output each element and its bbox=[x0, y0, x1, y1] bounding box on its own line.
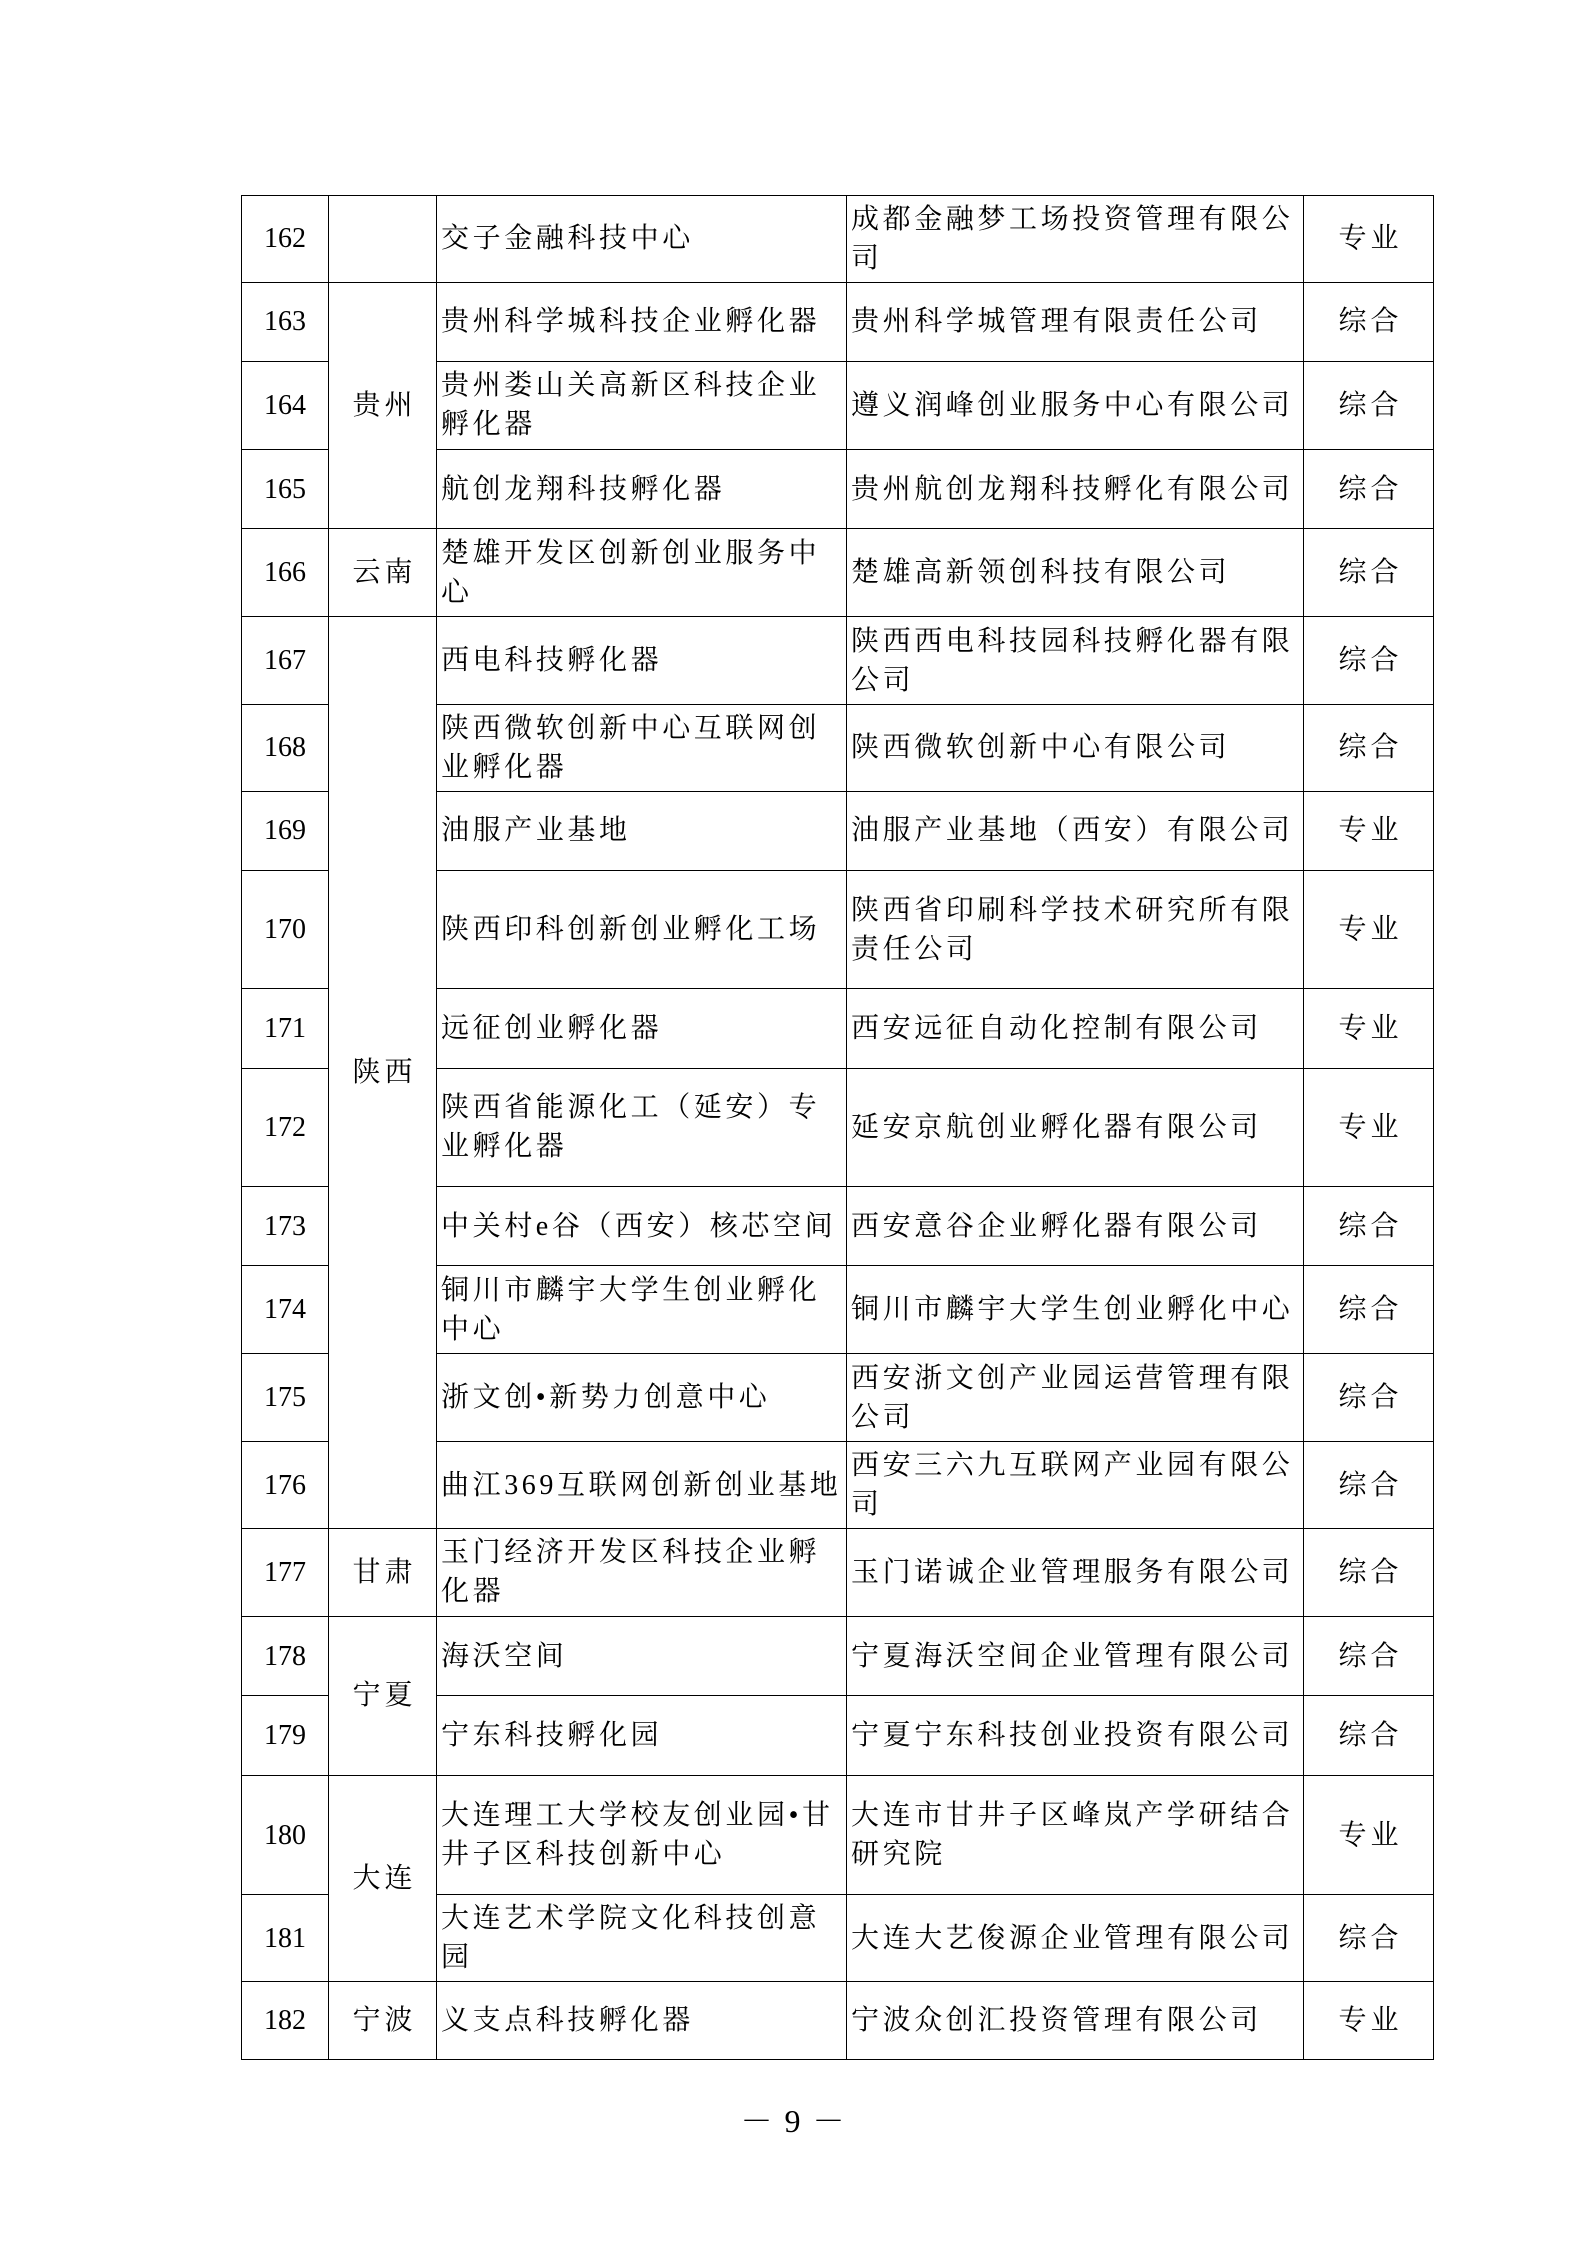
incubator-type: 综合 bbox=[1304, 282, 1434, 361]
operator-name: 西安意谷企业孵化器有限公司 bbox=[847, 1187, 1304, 1266]
incubator-name: 远征创业孵化器 bbox=[437, 989, 847, 1068]
incubator-type: 综合 bbox=[1304, 1266, 1434, 1354]
incubator-name: 中关村e谷（西安）核芯空间 bbox=[437, 1187, 847, 1266]
incubator-type: 综合 bbox=[1304, 529, 1434, 617]
incubator-name: 楚雄开发区创新创业服务中心 bbox=[437, 529, 847, 617]
row-number: 170 bbox=[242, 871, 329, 989]
incubator-type: 综合 bbox=[1304, 1187, 1434, 1266]
incubator-type: 综合 bbox=[1304, 1616, 1434, 1695]
incubator-type: 专业 bbox=[1304, 196, 1434, 283]
incubator-name: 曲江369互联网创新创业基地 bbox=[437, 1442, 847, 1529]
incubator-name: 大连理工大学校友创业园•甘井子区科技创新中心 bbox=[437, 1775, 847, 1895]
table-body bbox=[242, 196, 1434, 2060]
table-row bbox=[242, 282, 1434, 361]
region-cell: 大连 bbox=[329, 1775, 437, 1981]
row-number: 165 bbox=[242, 449, 329, 528]
incubator-type: 综合 bbox=[1304, 1895, 1434, 1982]
incubator-type: 综合 bbox=[1304, 1528, 1434, 1616]
incubator-name: 交子金融科技中心 bbox=[437, 196, 847, 283]
region-cell: 云南 bbox=[329, 529, 437, 617]
operator-name: 陕西微软创新中心有限公司 bbox=[847, 705, 1304, 792]
operator-name: 遵义润峰创业服务中心有限公司 bbox=[847, 361, 1304, 449]
operator-name: 陕西西电科技园科技孵化器有限公司 bbox=[847, 617, 1304, 705]
incubator-name: 油服产业基地 bbox=[437, 791, 847, 870]
table-row bbox=[242, 1981, 1434, 2059]
incubator-type: 综合 bbox=[1304, 449, 1434, 528]
incubator-name: 陕西省能源化工（延安）专业孵化器 bbox=[437, 1068, 847, 1186]
incubator-name: 义支点科技孵化器 bbox=[437, 1981, 847, 2059]
region-cell: 贵州 bbox=[329, 282, 437, 529]
row-number: 179 bbox=[242, 1696, 329, 1775]
row-number: 163 bbox=[242, 282, 329, 361]
incubator-name: 海沃空间 bbox=[437, 1616, 847, 1695]
row-number: 177 bbox=[242, 1528, 329, 1616]
table-row bbox=[242, 617, 1434, 705]
incubator-name: 大连艺术学院文化科技创意园 bbox=[437, 1895, 847, 1982]
table-row bbox=[242, 196, 1434, 283]
operator-name: 贵州科学城管理有限责任公司 bbox=[847, 282, 1304, 361]
row-number: 169 bbox=[242, 791, 329, 870]
incubator-name: 浙文创•新势力创意中心 bbox=[437, 1354, 847, 1442]
incubator-name: 贵州科学城科技企业孵化器 bbox=[437, 282, 847, 361]
row-number: 166 bbox=[242, 529, 329, 617]
region-cell bbox=[329, 196, 437, 283]
table-row bbox=[242, 1616, 1434, 1695]
region-cell: 甘肃 bbox=[329, 1528, 437, 1616]
incubator-type: 综合 bbox=[1304, 1442, 1434, 1529]
incubator-type: 专业 bbox=[1304, 1981, 1434, 2059]
incubator-type: 综合 bbox=[1304, 361, 1434, 449]
row-number: 171 bbox=[242, 989, 329, 1068]
row-number: 181 bbox=[242, 1895, 329, 1982]
operator-name: 油服产业基地（西安）有限公司 bbox=[847, 791, 1304, 870]
incubator-type: 综合 bbox=[1304, 705, 1434, 792]
operator-name: 延安京航创业孵化器有限公司 bbox=[847, 1068, 1304, 1186]
region-cell: 陕西 bbox=[329, 617, 437, 1529]
row-number: 164 bbox=[242, 361, 329, 449]
row-number: 172 bbox=[242, 1068, 329, 1186]
operator-name: 宁夏海沃空间企业管理有限公司 bbox=[847, 1616, 1304, 1695]
incubator-name: 贵州娄山关高新区科技企业孵化器 bbox=[437, 361, 847, 449]
row-number: 162 bbox=[242, 196, 329, 283]
operator-name: 楚雄高新领创科技有限公司 bbox=[847, 529, 1304, 617]
incubator-type: 专业 bbox=[1304, 1775, 1434, 1895]
operator-name: 西安远征自动化控制有限公司 bbox=[847, 989, 1304, 1068]
table-row bbox=[242, 529, 1434, 617]
table-row bbox=[242, 1528, 1434, 1616]
incubator-type: 专业 bbox=[1304, 791, 1434, 870]
row-number: 180 bbox=[242, 1775, 329, 1895]
operator-name: 宁夏宁东科技创业投资有限公司 bbox=[847, 1696, 1304, 1775]
operator-name: 大连大艺俊源企业管理有限公司 bbox=[847, 1895, 1304, 1982]
row-number: 176 bbox=[242, 1442, 329, 1529]
table-row bbox=[242, 1775, 1434, 1895]
row-number: 182 bbox=[242, 1981, 329, 2059]
incubator-type: 综合 bbox=[1304, 1354, 1434, 1442]
operator-name: 陕西省印刷科学技术研究所有限责任公司 bbox=[847, 871, 1304, 989]
region-cell: 宁波 bbox=[329, 1981, 437, 2059]
incubator-type: 专业 bbox=[1304, 1068, 1434, 1186]
incubator-type: 专业 bbox=[1304, 871, 1434, 989]
incubator-type: 综合 bbox=[1304, 617, 1434, 705]
operator-name: 贵州航创龙翔科技孵化有限公司 bbox=[847, 449, 1304, 528]
operator-name: 宁波众创汇投资管理有限公司 bbox=[847, 1981, 1304, 2059]
operator-name: 西安三六九互联网产业园有限公司 bbox=[847, 1442, 1304, 1529]
operator-name: 成都金融梦工场投资管理有限公司 bbox=[847, 196, 1304, 283]
incubator-type: 专业 bbox=[1304, 989, 1434, 1068]
incubator-name: 玉门经济开发区科技企业孵化器 bbox=[437, 1528, 847, 1616]
incubator-name: 铜川市麟宇大学生创业孵化中心 bbox=[437, 1266, 847, 1354]
incubator-name: 航创龙翔科技孵化器 bbox=[437, 449, 847, 528]
row-number: 168 bbox=[242, 705, 329, 792]
incubator-table bbox=[241, 195, 1434, 2060]
incubator-type: 综合 bbox=[1304, 1696, 1434, 1775]
page-number: － 9 － bbox=[740, 2103, 847, 2139]
incubator-name: 陕西印科创新创业孵化工场 bbox=[437, 871, 847, 989]
row-number: 173 bbox=[242, 1187, 329, 1266]
row-number: 174 bbox=[242, 1266, 329, 1354]
operator-name: 西安浙文创产业园运营管理有限公司 bbox=[847, 1354, 1304, 1442]
incubator-name: 西电科技孵化器 bbox=[437, 617, 847, 705]
row-number: 175 bbox=[242, 1354, 329, 1442]
operator-name: 玉门诺诚企业管理服务有限公司 bbox=[847, 1528, 1304, 1616]
operator-name: 大连市甘井子区峰岚产学研结合研究院 bbox=[847, 1775, 1304, 1895]
row-number: 178 bbox=[242, 1616, 329, 1695]
incubator-name: 宁东科技孵化园 bbox=[437, 1696, 847, 1775]
row-number: 167 bbox=[242, 617, 329, 705]
incubator-name: 陕西微软创新中心互联网创业孵化器 bbox=[437, 705, 847, 792]
operator-name: 铜川市麟宇大学生创业孵化中心 bbox=[847, 1266, 1304, 1354]
region-cell: 宁夏 bbox=[329, 1616, 437, 1775]
